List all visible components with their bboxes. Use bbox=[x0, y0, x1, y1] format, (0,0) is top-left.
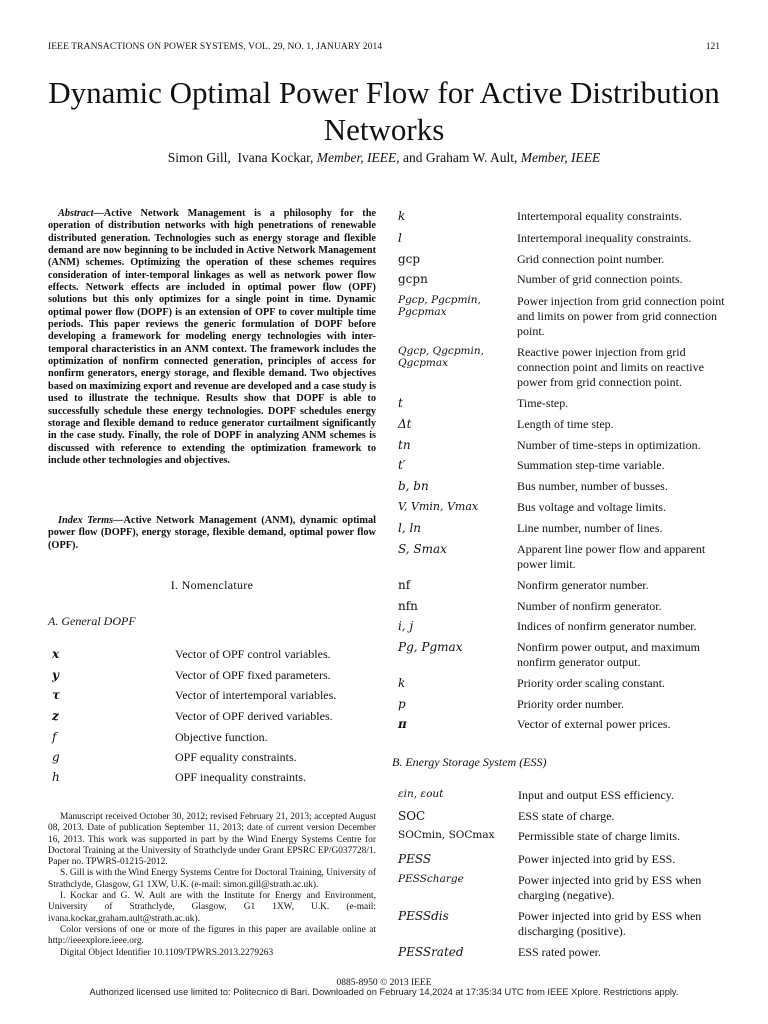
nomenclature-description: Indices of nonfirm generator number. bbox=[517, 619, 697, 633]
nomenclature-row bbox=[398, 809, 726, 824]
subsection-heading-general-dopf: A. General DOPF bbox=[48, 614, 136, 628]
nomenclature-symbol: y bbox=[52, 668, 59, 682]
abstract-text: Active Network Management is a philosophy for the operation of distribution networks with high penetrations of renewable distributed generation. Technologies such as energy storage and flexible demand are now beginning to be included in Active Network Management (ANM) schemes. Optimizing the operation of these schemes requires consideration of inter-temporal linkages as well as network power flow effects. Network effects are included in optimal power flow (OPF) solutions but this only optimizes for a single point in time. Dynamic optimal power flow (DOPF) is an extension of OPF to cover multiple time periods. This paper reviews the generic formulation of DOPF before developing a framework for modeling energy technologies with inter-temporal characteristics in an ANM context. The framework includes the optimization of nonfirm connected generation, principles of access for nonfirm generators, energy storage, and flexible demand. Two objectives based on maximizing export and revenue are developed and a case study is used to illustrate the technique. Results show that DOPF is able to successfully schedule these energy technologies. DOPF schedules energy storage and flexible demand to reduce generator curtailment significantly in the case study. Finally, the role of DOPF in analyzing ANM schemes is discussed with reference to extending the optimization framework to include other technologies and objectives. bbox=[48, 208, 376, 466]
nomenclature-row bbox=[52, 730, 375, 745]
nomenclature-symbol: τ bbox=[52, 688, 61, 702]
nomenclature-description: Vector of external power prices. bbox=[517, 717, 671, 731]
nomenclature-row bbox=[52, 770, 375, 785]
nomenclature-symbol: SOC bbox=[398, 809, 426, 823]
nomenclature-description: OPF inequality constraints. bbox=[175, 770, 306, 784]
nomenclature-row bbox=[52, 709, 375, 724]
nomenclature-row bbox=[398, 578, 725, 593]
nomenclature-symbol: PESScharge bbox=[398, 873, 464, 885]
nomenclature-symbol: PESSdis bbox=[398, 909, 449, 923]
nomenclature-row bbox=[398, 619, 725, 634]
nomenclature-symbol: l, ln bbox=[398, 521, 422, 535]
running-header: IEEE TRANSACTIONS ON POWER SYSTEMS, VOL. 29, NO. 1, JANUARY 2014 bbox=[48, 42, 383, 52]
nomenclature-row bbox=[398, 252, 725, 267]
nomenclature-row bbox=[398, 873, 726, 903]
nomenclature-description: Input and output ESS efficiency. bbox=[518, 788, 674, 802]
nomenclature-description: Power injected into grid by ESS when discharging (positive). bbox=[518, 909, 702, 938]
authorized-use-banner: Authorized licensed use limited to: Politecnico di Bari. Downloaded on February 14,2024 at 17:35:34 UTC from IEEE Xplore. Restrictions apply. bbox=[89, 987, 679, 997]
author-2-role: Member, IEEE, bbox=[316, 150, 400, 165]
nomenclature-symbol: l bbox=[398, 231, 402, 245]
nomenclature-description: ESS state of charge. bbox=[518, 809, 615, 823]
nomenclature-symbol: Qgcp, Qgcpmin, Qgcpmax bbox=[398, 345, 484, 369]
nomenclature-description: Line number, number of lines. bbox=[517, 521, 663, 535]
nomenclature-description: Number of nonfirm generator. bbox=[517, 599, 662, 613]
nomenclature-symbol: S, Smax bbox=[398, 542, 447, 556]
nomenclature-row bbox=[398, 676, 725, 691]
nomenclature-symbol: nfn bbox=[398, 599, 418, 613]
nomenclature-description: Grid connection point number. bbox=[517, 252, 665, 266]
nomenclature-row bbox=[398, 345, 725, 390]
nomenclature-symbol: b, bn bbox=[398, 479, 429, 493]
nomenclature-description: Bus number, number of busses. bbox=[517, 479, 668, 493]
author-3: Graham W. Ault, bbox=[425, 150, 518, 165]
nomenclature-symbol: h bbox=[52, 770, 60, 784]
subsection-heading-ess: B. Energy Storage System (ESS) bbox=[392, 755, 547, 769]
footnote-color-versions: Color versions of one or more of the figures in this paper are available online at http://ieeexplore.ieee.org. bbox=[48, 924, 376, 947]
nomenclature-symbol: gcp bbox=[398, 252, 421, 266]
nomenclature-description: Apparent line power flow and apparent power limit. bbox=[517, 542, 706, 571]
nomenclature-description: Vector of OPF fixed parameters. bbox=[175, 668, 331, 682]
nomenclature-row bbox=[398, 479, 725, 494]
nomenclature-row bbox=[398, 294, 725, 339]
nomenclature-description: Intertemporal equality constraints. bbox=[517, 209, 682, 223]
nomenclature-symbol: εin, εout bbox=[398, 788, 444, 800]
nomenclature-row bbox=[398, 209, 725, 224]
nomenclature-symbol: g bbox=[52, 750, 60, 764]
abstract bbox=[48, 208, 376, 467]
nomenclature-description: Power injection from grid connection point and limits on power from grid connection point. bbox=[517, 294, 725, 338]
nomenclature-symbol: i, j bbox=[398, 619, 414, 633]
nomenclature-symbol: k bbox=[398, 676, 406, 690]
nomenclature-description: Length of time step. bbox=[517, 417, 614, 431]
nomenclature-row bbox=[398, 272, 725, 287]
nomenclature-symbol: Pgcp, Pgcpmin, Pgcpmax bbox=[398, 294, 481, 318]
nomenclature-description: ESS rated power. bbox=[518, 945, 601, 959]
copyright-line: 0885-8950 © 2013 IEEE bbox=[336, 978, 432, 988]
nomenclature-symbol: gcpn bbox=[398, 272, 428, 286]
nomenclature-symbol: Δt bbox=[398, 417, 412, 431]
nomenclature-row bbox=[52, 688, 375, 703]
nomenclature-description: Summation step-time variable. bbox=[517, 458, 665, 472]
footnote-author-2-3: I. Kockar and G. W. Ault are with the Institute for Energy and Environment, University of Strathclyde, Glasgow, G1 1XW, U.K. (e-mail: ivana.kockar,graham.ault@strath.ac.uk). bbox=[48, 891, 376, 924]
footnotes bbox=[48, 812, 376, 959]
nomenclature-row bbox=[398, 417, 725, 432]
nomenclature-symbol: z bbox=[52, 709, 59, 723]
nomenclature-description: Objective function. bbox=[175, 730, 268, 744]
footnote-author-1: S. Gill is with the Wind Energy Systems Centre for Doctoral Training, University of Strathclyde, Glasgow, G1 1XW, U.K. (e-mail: simon.gill@strath.ac.uk). bbox=[48, 868, 376, 890]
nomenclature-row bbox=[398, 542, 725, 572]
nomenclature-description: Priority order number. bbox=[517, 697, 624, 711]
nomenclature-row bbox=[398, 909, 726, 939]
nomenclature-description: Number of grid connection points. bbox=[517, 272, 683, 286]
nomenclature-description: Time-step. bbox=[517, 396, 569, 410]
nomenclature-symbol: f bbox=[52, 730, 57, 744]
nomenclature-description: Priority order scaling constant. bbox=[517, 676, 665, 690]
abstract-label: Abstract— bbox=[58, 208, 104, 219]
nomenclature-row bbox=[398, 852, 726, 867]
author-line bbox=[0, 150, 768, 166]
nomenclature-row bbox=[398, 500, 725, 515]
section-heading-nomenclature: I. Nomenclature bbox=[170, 578, 254, 592]
nomenclature-row bbox=[398, 945, 726, 960]
footnote-manuscript: Manuscript received October 30, 2012; revised February 21, 2013; accepted August 08, 2013. Date of publication September 11, 2013; date of current version December 16, 2013. This work was supported in part by the Wind Energy Systems Centre for Doctoral Training at the University of Strathclyde under Grant EPSRC EP/G037728/1. Paper no. TPWRS-01215-2012. bbox=[48, 812, 376, 868]
index-terms-label: Index Terms— bbox=[58, 515, 124, 526]
page-number: 121 bbox=[705, 42, 720, 52]
nomenclature-symbol: PESS bbox=[398, 852, 432, 866]
nomenclature-description: Vector of intertemporal variables. bbox=[175, 688, 337, 702]
nomenclature-description: Intertemporal inequality constraints. bbox=[517, 231, 692, 245]
nomenclature-description: Nonfirm power output, and maximum nonfirm generator output. bbox=[517, 640, 700, 669]
nomenclature-symbol: V, Vmin, Vmax bbox=[398, 500, 479, 513]
nomenclature-description: Power injected into grid by ESS when charging (negative). bbox=[518, 873, 702, 902]
nomenclature-symbol: k bbox=[398, 209, 406, 223]
nomenclature-row bbox=[398, 231, 725, 246]
nomenclature-symbol: Pg, Pgmax bbox=[398, 640, 463, 654]
nomenclature-row bbox=[398, 458, 725, 473]
nomenclature-description: Vector of OPF control variables. bbox=[175, 647, 331, 661]
nomenclature-row bbox=[52, 750, 375, 765]
nomenclature-row bbox=[52, 647, 375, 662]
nomenclature-row bbox=[398, 438, 725, 453]
nomenclature-symbol: p bbox=[398, 697, 406, 711]
nomenclature-symbol: nf bbox=[398, 578, 411, 592]
author-and: and bbox=[403, 150, 423, 165]
nomenclature-row bbox=[398, 521, 725, 536]
author-2: Ivana Kockar, bbox=[237, 150, 314, 165]
footnote-doi: Digital Object Identifier 10.1109/TPWRS.2013.2279263 bbox=[60, 947, 274, 958]
nomenclature-symbol: x bbox=[52, 647, 60, 661]
nomenclature-row bbox=[398, 640, 725, 670]
nomenclature-symbol: tn bbox=[398, 438, 411, 452]
nomenclature-description: OPF equality constraints. bbox=[175, 750, 297, 764]
nomenclature-symbol: t′ bbox=[398, 458, 406, 472]
nomenclature-description: Vector of OPF derived variables. bbox=[175, 709, 333, 723]
nomenclature-description: Power injected into grid by ESS. bbox=[518, 852, 676, 866]
nomenclature-description: Number of time-steps in optimization. bbox=[517, 438, 701, 452]
index-terms-text: Active Network Management (ANM), dynamic optimal power flow (DOPF), energy storage, flexible demand, optimal power flow (OPF). bbox=[48, 515, 377, 551]
nomenclature-row bbox=[398, 829, 726, 844]
nomenclature-row bbox=[398, 599, 725, 614]
nomenclature-symbol: PESSrated bbox=[398, 945, 464, 959]
nomenclature-symbol: t bbox=[398, 396, 403, 410]
nomenclature-row bbox=[52, 668, 375, 683]
nomenclature-description: Reactive power injection from grid connection point and limits on reactive power from grid connection point. bbox=[517, 345, 704, 389]
author-1: Simon Gill, bbox=[167, 150, 231, 165]
nomenclature-symbol: SOCmin, SOCmax bbox=[398, 829, 495, 841]
nomenclature-symbol: π bbox=[398, 717, 407, 731]
author-3-role: Member, IEEE bbox=[520, 150, 601, 165]
nomenclature-row bbox=[398, 717, 725, 732]
nomenclature-row bbox=[398, 697, 725, 712]
nomenclature-row bbox=[398, 396, 725, 411]
nomenclature-description: Bus voltage and voltage limits. bbox=[517, 500, 666, 514]
nomenclature-description: Nonfirm generator number. bbox=[517, 578, 649, 592]
nomenclature-description: Permissible state of charge limits. bbox=[518, 829, 681, 843]
nomenclature-row bbox=[398, 788, 726, 803]
paper-title: Dynamic Optimal Power Flow for Active Distribution Networks bbox=[48, 75, 720, 147]
index-terms bbox=[48, 515, 376, 552]
